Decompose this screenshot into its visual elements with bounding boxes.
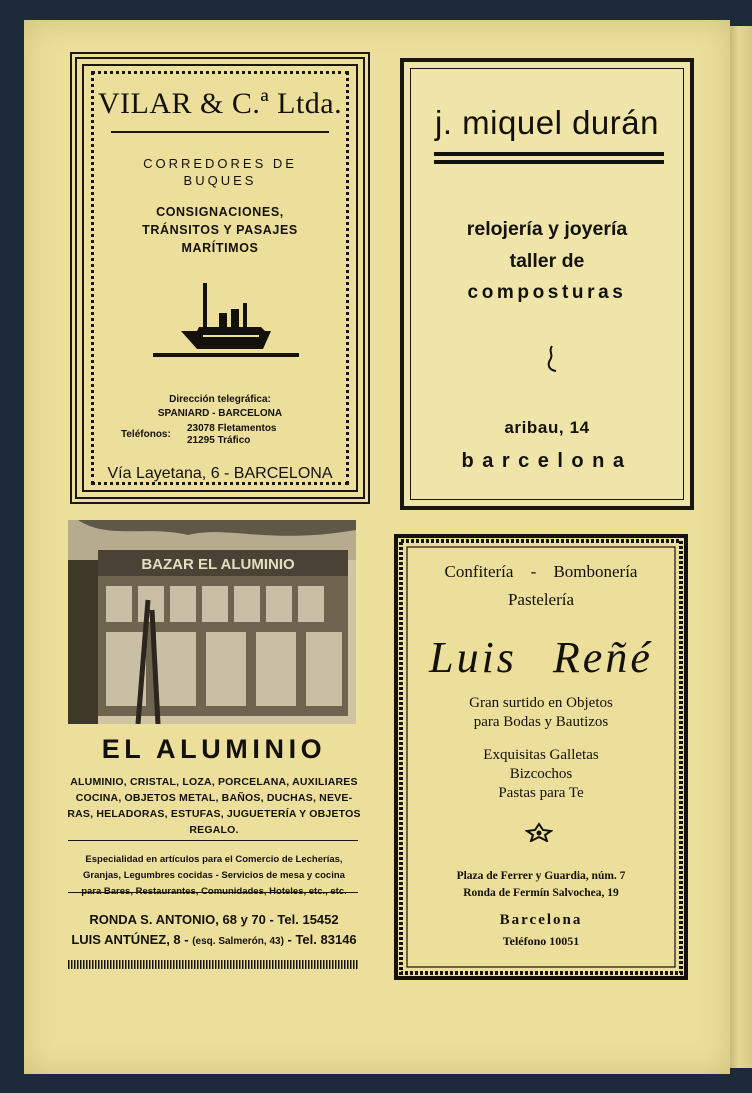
divider	[68, 840, 358, 841]
service-line: composturas	[467, 282, 627, 303]
store-name: EL ALUMINIO	[101, 734, 327, 764]
specialty-line: Granjas, Legumbres cocidas - Servicios de mesa y cocina	[83, 870, 345, 881]
rene-advertisement	[394, 534, 688, 980]
city: barcelona	[461, 450, 633, 472]
services-line: MARÍTIMOS	[181, 241, 259, 255]
services-line: BUQUES	[183, 173, 257, 188]
next-page-edge	[730, 26, 752, 1068]
address-line: Plaza de Ferrer y Guardia, núm. 7	[456, 870, 626, 882]
services-line: TRÁNSITOS Y PASAJES	[142, 223, 298, 237]
company-name: VILAR & C.ª Ltda.	[97, 87, 343, 120]
goods-line: Gran surtido en Objetos	[469, 695, 613, 711]
city: Barcelona	[499, 912, 583, 928]
address-street: LUIS ANTÚNEZ, 8 -	[71, 932, 193, 947]
goods-line: Bizcochos	[509, 766, 573, 782]
goods-line: Pastas para Te	[498, 785, 584, 801]
vilar-advertisement	[70, 52, 370, 504]
product-line: COCINA, OBJETOS METAL, BAÑOS, DUCHAS, NEVE-	[75, 792, 353, 804]
divider	[434, 152, 664, 156]
divider	[68, 892, 358, 893]
aluminio-advertisement	[64, 520, 364, 980]
goods-offer	[394, 694, 688, 732]
services-line: CONSIGNACIONES,	[156, 205, 284, 219]
separator: -	[530, 562, 537, 581]
telegraph-info	[77, 393, 363, 421]
telegraph-address: SPANIARD - BARCELONA	[157, 408, 283, 419]
product-line: RAS, HELADORAS, ESTUFAS, JUGUETERÍA Y OBJETOS	[67, 808, 361, 820]
product-line: REGALO.	[189, 824, 239, 836]
service-line: relojería y joyería	[466, 218, 628, 240]
divider	[434, 160, 664, 164]
services-list	[77, 203, 363, 257]
address-primary: RONDA S. ANTONIO, 68 y 70 - Tel. 15452	[89, 912, 339, 927]
address-line: Ronda de Fermín Salvochea, 19	[463, 887, 619, 899]
telegraph-label: Dirección telegráfica:	[169, 394, 271, 405]
address: aribau, 14	[504, 418, 590, 437]
services-heading	[77, 155, 363, 189]
specialty-line: para Bares, Restaurantes, Comunidades, Hoteles, etc., etc.	[81, 886, 347, 897]
goods-line: Exquisitas Galletas	[483, 747, 599, 763]
business-type: Pastelería	[507, 590, 575, 609]
address	[394, 868, 688, 902]
divider	[111, 131, 329, 133]
flourish-icon	[540, 344, 564, 374]
address-corner: (esq. Salmerón, 43)	[192, 936, 284, 947]
address: Vía Layetana, 6 - BARCELONA	[107, 465, 333, 482]
business-types	[394, 562, 688, 582]
proprietor-name: Luis Reñé	[429, 633, 653, 682]
ornament-icon	[525, 822, 553, 842]
steamship-icon	[153, 279, 299, 365]
storefront-image	[68, 520, 356, 724]
phone-number: 23078 Fletamentos	[187, 423, 277, 434]
pastry-offer	[394, 746, 688, 803]
specialty-line: Especialidad en artículos para el Comercio de Lecherías,	[85, 854, 343, 865]
duran-advertisement	[400, 58, 694, 510]
address-secondary	[64, 932, 364, 947]
phone-numbers	[187, 423, 277, 447]
magazine-page	[24, 20, 730, 1074]
business-type: Bombonería	[553, 562, 638, 581]
service-line: taller de	[509, 250, 585, 272]
business-type: Confitería	[444, 562, 514, 581]
storefront-photo	[68, 520, 356, 724]
services-line: CORREDORES DE	[143, 156, 297, 171]
business-name: j. miquel durán	[435, 104, 659, 141]
phones-label: Teléfonos:	[121, 429, 171, 440]
goods-line: para Bodas y Bautizos	[473, 714, 609, 730]
phone-number: 21295 Tráfico	[187, 435, 251, 446]
product-line: ALUMINIO, CRISTAL, LOZA, PORCELANA, AUXILIARES	[70, 776, 358, 788]
shop-sign-text: BAZAR EL ALUMINIO	[141, 556, 295, 573]
product-list	[64, 774, 364, 838]
phone: Teléfono 10051	[502, 934, 580, 948]
decorative-stripe	[68, 960, 358, 969]
address-phone: - Tel. 83146	[283, 932, 357, 947]
